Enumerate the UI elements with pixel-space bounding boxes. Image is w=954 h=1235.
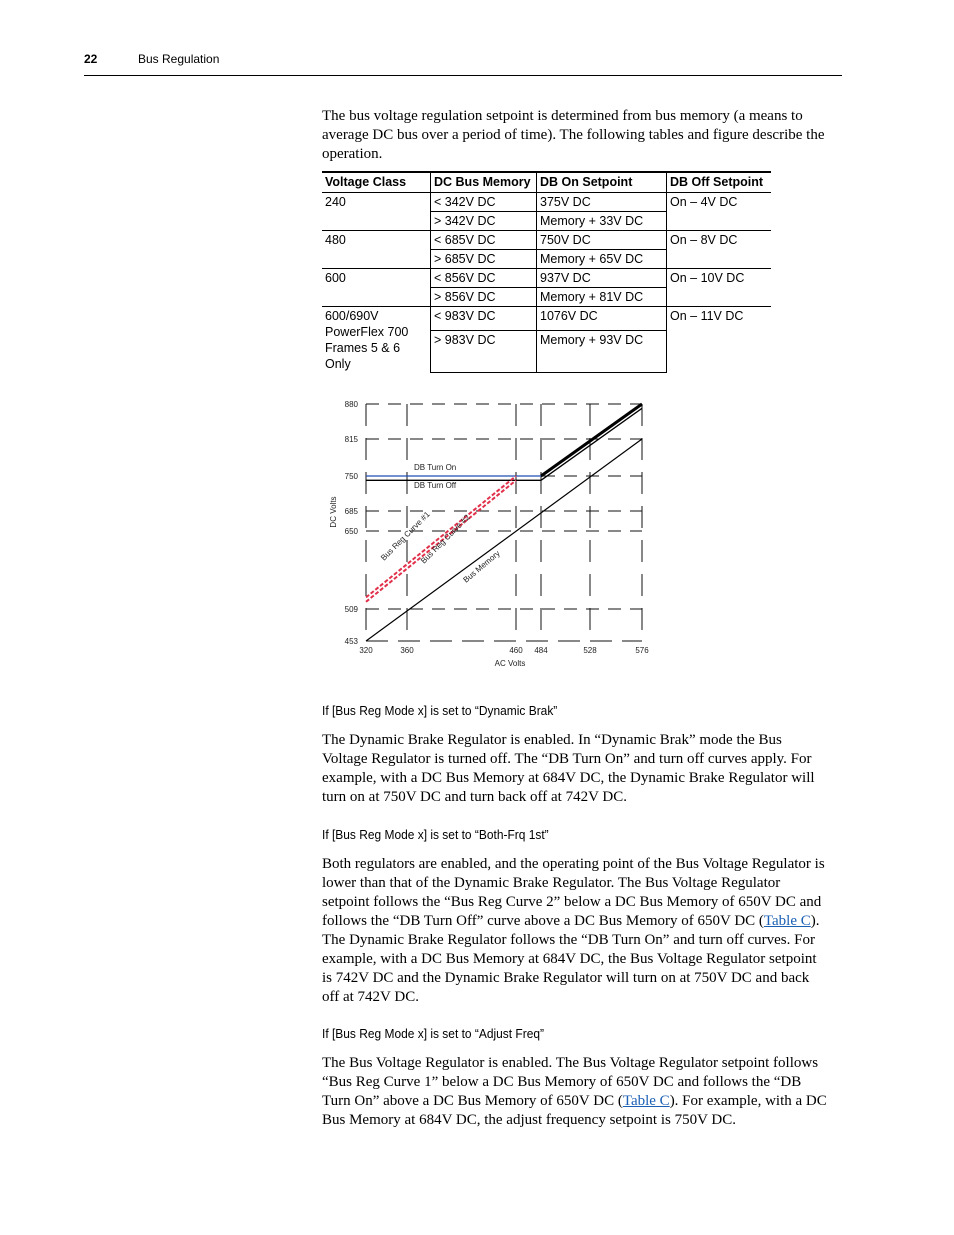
- y-tick-label: 685: [344, 507, 358, 516]
- voltage-class-cell: 600: [322, 269, 431, 307]
- dc-bus-memory-cell: < 856V DC: [431, 269, 537, 288]
- db-off-cell: On – 11V DC: [667, 307, 772, 373]
- db-off-cell: On – 8V DC: [667, 231, 772, 269]
- x-tick-label: 484: [534, 646, 548, 655]
- col-header-voltage-class: Voltage Class: [322, 172, 431, 193]
- paragraph-adjust-freq: The Bus Voltage Regulator is enabled. The Bus Voltage Regulator setpoint follows “Bus Reg Curve 1” below a DC Bus Memory of 650V DC and follows the “DB Turn On” above a DC Bus Memory of 650V DC (Table C). For example, with a DC Bus Memory at 684V DC, the adjust frequency setpoint is 750V DC.: [322, 1055, 827, 1128]
- subheading-both-frq: If [Bus Reg Mode x] is set to “Both-Frq 1st”: [322, 827, 549, 842]
- x-tick-label: 320: [359, 646, 373, 655]
- voltage-class-cell: 480: [322, 231, 431, 269]
- page-number: 22: [84, 52, 98, 66]
- y-tick-label: 650: [344, 527, 358, 536]
- subheading-adjust-freq: If [Bus Reg Mode x] is set to “Adjust Freq”: [322, 1026, 545, 1041]
- y-tick-label: 509: [344, 605, 358, 614]
- x-axis-label: AC Volts: [494, 659, 526, 668]
- paragraph-dynamic-brak: The Dynamic Brake Regulator is enabled. In “Dynamic Brak” mode the Bus Voltage Regulator is turned off. The “DB Turn On” and turn off curves apply. For example, with a DC Bus Memory at 684V DC, the Dynamic Brake Regulator will turn on at 750V DC and turn back off at 742V DC.: [322, 732, 815, 805]
- db-off-cell: On – 4V DC: [667, 193, 772, 231]
- db-on-cell: 937V DC: [537, 269, 667, 288]
- dc-bus-memory-cell: > 685V DC: [431, 250, 537, 269]
- db-on-cell: 750V DC: [537, 231, 667, 250]
- dc-bus-memory-cell: > 856V DC: [431, 288, 537, 307]
- series-label-db-turn-on: DB Turn On: [414, 463, 457, 472]
- section-title: Bus Regulation: [138, 52, 220, 66]
- paragraph-both-frq: Both regulators are enabled, and the operating point of the Bus Voltage Regulator is lower than that of the Dynamic Brake Regulator. The Bus Voltage Regulator setpoint follows the “Bus Reg Curve 2” below a DC Bus Memory of 650V DC and follows the “DB Turn Off” curve above a DC Bus Memory of 650V DC (Table C). The Dynamic Brake Regulator follows the “DB Turn On” and turn off curves. For example, with a DC Bus Memory at 684V DC, the Bus Voltage Regulator setpoint is 742V DC and the Dynamic Brake Regulator will turn on at 750V DC and back off at 742V DC.: [322, 856, 825, 1005]
- db-off-cell: On – 10V DC: [667, 269, 772, 307]
- subheading-dynamic-brak: If [Bus Reg Mode x] is set to “Dynamic Brak”: [322, 703, 558, 718]
- x-tick-label: 528: [583, 646, 597, 655]
- y-tick-label: 880: [344, 400, 358, 409]
- db-on-cell: 375V DC: [537, 193, 667, 212]
- col-header-dc-bus-memory: DC Bus Memory: [431, 172, 537, 193]
- y-tick-label: 750: [344, 472, 358, 481]
- db-on-cell: Memory + 93V DC: [537, 331, 667, 372]
- voltage-class-cell: 600/690V PowerFlex 700 Frames 5 & 6 Only: [322, 307, 431, 373]
- dc-bus-memory-cell: < 685V DC: [431, 231, 537, 250]
- db-on-cell: Memory + 33V DC: [537, 212, 667, 231]
- series-db-turn-on-ramp: [541, 404, 642, 476]
- db-on-cell: 1076V DC: [537, 307, 667, 331]
- series-label-db-turn-off: DB Turn Off: [414, 481, 457, 490]
- series-label-bus-memory: Bus Memory: [461, 548, 502, 585]
- dc-bus-memory-cell: < 983V DC: [431, 307, 537, 331]
- y-tick-label: 815: [344, 435, 358, 444]
- x-tick-label: 460: [509, 646, 523, 655]
- voltage-class-cell: 240: [322, 193, 431, 231]
- x-tick-label: 360: [400, 646, 414, 655]
- db-on-cell: Memory + 65V DC: [537, 250, 667, 269]
- table-c-link[interactable]: Table C: [763, 913, 811, 929]
- col-header-db-off: DB Off Setpoint: [667, 172, 772, 193]
- chart-grid: [366, 404, 642, 641]
- db-on-cell: Memory + 81V DC: [537, 288, 667, 307]
- y-axis-label: DC Volts: [329, 496, 338, 528]
- col-header-db-on: DB On Setpoint: [537, 172, 667, 193]
- dc-bus-memory-cell: > 983V DC: [431, 331, 537, 372]
- dc-bus-memory-cell: > 342V DC: [431, 212, 537, 231]
- table-c-link[interactable]: Table C: [622, 1093, 670, 1109]
- dc-bus-memory-cell: < 342V DC: [431, 193, 537, 212]
- x-tick-label: 576: [635, 646, 649, 655]
- chart-ticks: [345, 400, 650, 655]
- intro-paragraph: The bus voltage regulation setpoint is determined from bus memory (a means to average DC bus over a period of time). The following tables and figure describe the operation.: [322, 108, 825, 162]
- y-tick-label: 453: [344, 637, 358, 646]
- series-label-bus-reg-curve-1: Bus Reg Curve #1: [379, 509, 432, 563]
- series-label-bus-reg-curve-2: Bus Reg Curve #2: [419, 512, 472, 566]
